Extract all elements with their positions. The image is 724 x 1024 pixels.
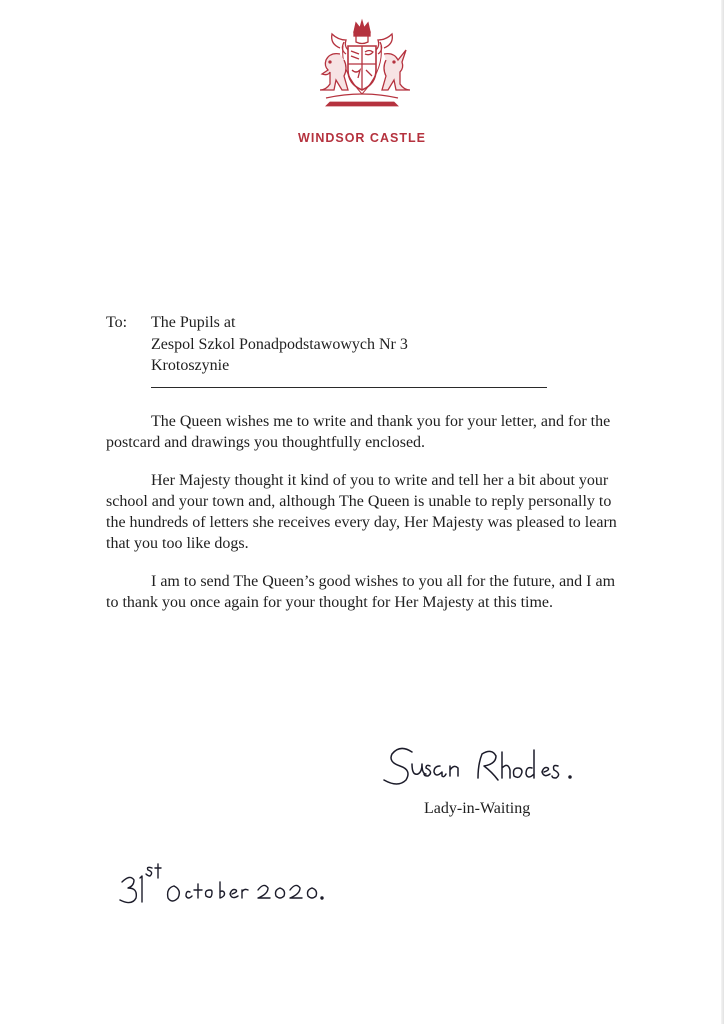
letterhead-location: WINDSOR CASTLE <box>298 131 426 145</box>
address-line: Krotoszynie <box>151 357 230 374</box>
address-underline <box>151 387 547 388</box>
handwritten-date <box>118 862 328 910</box>
body-paragraph: The Queen wishes me to write and thank you for your letter, and for the postcard and drawings you thoughtfully enclosed. <box>106 413 611 451</box>
handwritten-signature <box>382 744 594 788</box>
address-to-label: To: <box>106 314 128 331</box>
address-line: The Pupils at <box>151 314 236 331</box>
address-line: Zespol Szkol Ponadpodstawowych Nr 3 <box>151 336 408 353</box>
body-paragraph: Her Majesty thought it kind of you to write and tell her a bit about your school and your town and, although The Queen is unable to reply personally to the hundreds of letters she receives every day, Her Majesty was pleased to learn that you too like dogs. <box>106 472 617 552</box>
signer-title: Lady-in-Waiting <box>424 800 531 817</box>
body-paragraph: I am to send The Queen’s good wishes to you all for the future, and I am to thank you once again for your thought for Her Majesty at this time. <box>106 573 616 611</box>
royal-crest-icon <box>310 18 414 110</box>
